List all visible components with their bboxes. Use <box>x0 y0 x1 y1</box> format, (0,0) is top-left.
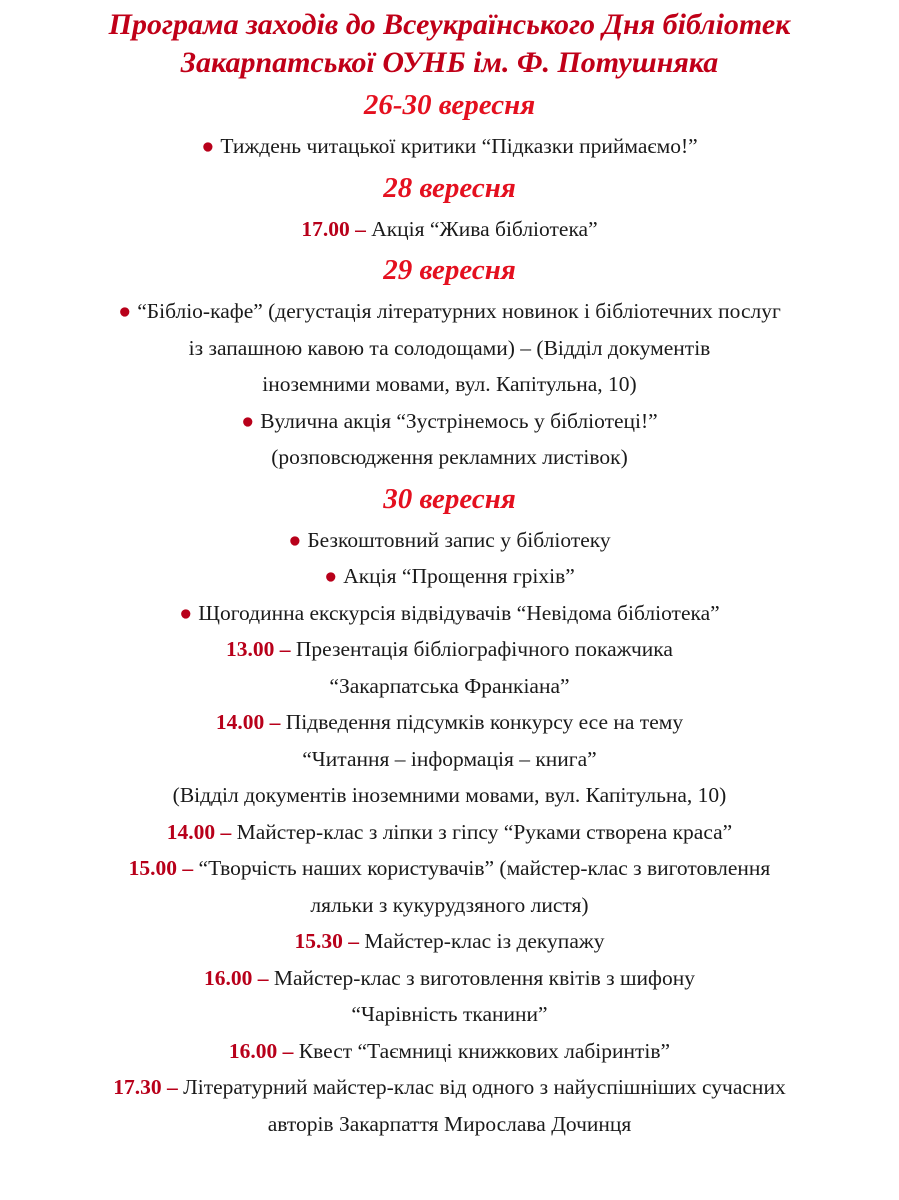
program-line <box>0 595 899 632</box>
program-line <box>0 704 899 741</box>
event-text: Вулична акція “Зустрінемось у бібліотеці!” <box>260 408 658 433</box>
program-line <box>0 960 899 997</box>
event-text: Майстер-клас із декупажу <box>364 929 605 953</box>
program-line <box>0 293 899 330</box>
event-time: 14.00 <box>166 819 216 844</box>
program-title-line-1: Програма заходів до Всеукраїнського Дня бібліотек <box>108 8 791 41</box>
event-text: Тиждень читацької критики “Підказки приймаємо!” <box>220 134 698 158</box>
event-text: іноземними мовами, вул. Капітульна, 10) <box>262 372 637 396</box>
bullet-icon: ● <box>179 600 193 625</box>
program-line <box>0 366 899 403</box>
program-line <box>0 996 899 1033</box>
event-text: авторів Закарпаття Мирослава Дочинця <box>267 1111 632 1136</box>
event-time: 17.00 <box>301 216 350 241</box>
event-text: Щогодинна екскурсія відвідувачів “Невідома бібліотека” <box>198 600 720 625</box>
event-time: 15.00 <box>128 856 178 880</box>
event-text: Літературний майстер-клас від одного з найуспішніших сучасних <box>183 1075 786 1099</box>
program-line <box>0 668 899 705</box>
section-date: 30 вересня <box>383 482 516 515</box>
program-line <box>0 1069 899 1106</box>
event-text: Презентація бібліографічного покажчика <box>295 637 673 661</box>
event-time: 17.30 <box>113 1075 162 1099</box>
time-dash: – <box>282 1038 294 1063</box>
event-text: ляльки з кукурудзяного листя) <box>310 892 589 917</box>
program-line <box>0 211 899 248</box>
event-text: Квест “Таємниці книжкових лабіринтів” <box>298 1038 671 1063</box>
event-time: 16.00 <box>204 965 253 990</box>
event-text: Майстер-клас з виготовлення квітів з шифону <box>273 965 695 990</box>
program-line <box>0 777 899 814</box>
bullet-icon: ● <box>288 527 302 552</box>
program-line <box>0 522 899 559</box>
event-time: 14.00 <box>215 710 265 734</box>
program-line <box>0 923 899 960</box>
event-text: “Творчість наших користувачів” (майстер-клас з виготовлення <box>198 856 771 880</box>
time-dash: – <box>355 216 366 241</box>
bullet-icon: ● <box>324 564 338 588</box>
program-line <box>0 558 899 595</box>
event-text: Акція “Жива бібліотека” <box>371 216 598 241</box>
program-line <box>0 128 899 165</box>
program-line <box>0 741 899 778</box>
event-text: із запашною кавою та солодощами) – (Відділ документів <box>188 335 711 360</box>
program-title-line-2: Закарпатської ОУНБ ім. Ф. Потушняка <box>180 46 719 79</box>
program-sections <box>0 88 899 1142</box>
time-dash: – <box>220 819 232 844</box>
event-time: 15.30 <box>294 929 343 953</box>
event-text: Майстер-клас з ліпки з гіпсу “Руками створена краса” <box>236 819 733 844</box>
event-text: Безкоштовний запис у бібліотеку <box>307 527 611 552</box>
event-text: “Читання – інформація – книга” <box>302 746 597 771</box>
program-line <box>0 439 899 476</box>
program-line <box>0 887 899 924</box>
event-text: Підведення підсумків конкурсу есе на тему <box>285 710 684 734</box>
section-date: 29 вересня <box>383 254 516 286</box>
bullet-icon: ● <box>241 408 255 433</box>
program-line <box>0 850 899 887</box>
time-dash: – <box>269 710 281 734</box>
time-dash: – <box>279 637 291 661</box>
event-text: (Відділ документів іноземними мовами, вул. Капітульна, 10) <box>172 783 727 807</box>
bullet-icon: ● <box>201 134 215 158</box>
event-text: Акція “Прощення гріхів” <box>343 564 575 588</box>
program-line <box>0 403 899 440</box>
event-text: (розповсюдження рекламних листівок) <box>271 445 628 469</box>
time-dash: – <box>182 856 194 880</box>
event-text: “Бібліо-кафе” (дегустація літературних новинок і бібліотечних послуг <box>137 299 781 323</box>
time-dash: – <box>348 929 360 953</box>
program-line <box>0 814 899 851</box>
event-time: 16.00 <box>228 1038 278 1063</box>
program-line <box>0 1033 899 1070</box>
event-text: “Чарівність тканини” <box>351 1002 548 1026</box>
time-dash: – <box>257 965 269 990</box>
program-line <box>0 330 899 367</box>
time-dash: – <box>167 1075 178 1099</box>
event-text: “Закарпатська Франкіана” <box>329 673 570 698</box>
section-date: 26-30 вересня <box>363 89 536 121</box>
program-line <box>0 1106 899 1143</box>
bullet-icon: ● <box>118 299 132 323</box>
event-time: 13.00 <box>226 637 275 661</box>
program-line <box>0 631 899 668</box>
section-date: 28 вересня <box>383 171 516 204</box>
